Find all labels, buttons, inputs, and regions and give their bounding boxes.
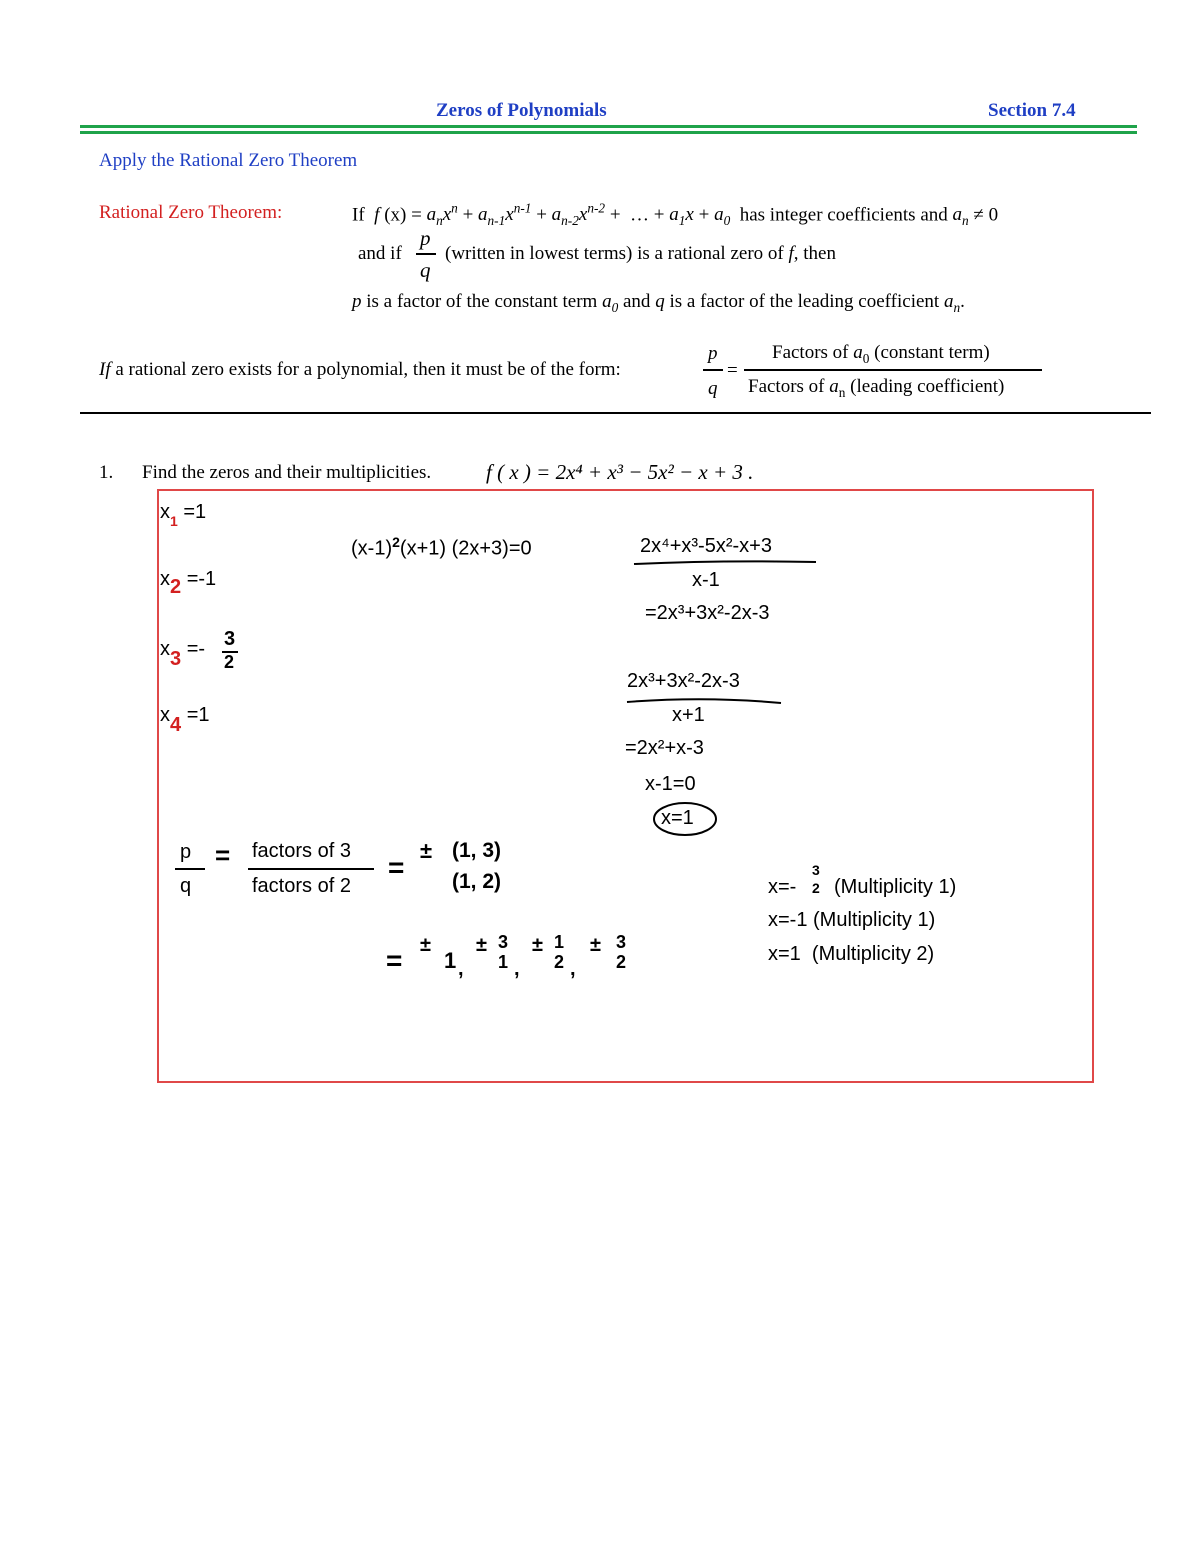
form-denominator: Factors of $a_n$ (leading coefficient) xyxy=(748,376,1005,400)
problem-number: 1. xyxy=(99,462,114,483)
division2-denominator: x+1 xyxy=(672,704,705,726)
comma-2: , xyxy=(514,958,520,980)
candidate-3-num: 1 xyxy=(554,932,565,952)
x3-denominator: 2 xyxy=(224,652,235,672)
zero-x1: $x_1 =1$ xyxy=(160,501,207,529)
result-1-multiplicity: (Multiplicity 1) xyxy=(834,876,957,898)
theorem-fraction-bar xyxy=(416,253,436,255)
and-if: and if xyxy=(358,243,402,264)
candidate-4-num: 3 xyxy=(616,932,627,952)
form-text: a rational zero exists for a polynomial, then it must be of the form: xyxy=(115,359,621,380)
work-box xyxy=(157,489,1094,1083)
plus-minus-sign: ± xyxy=(420,838,433,863)
zero-x4: x4 =1 xyxy=(160,704,210,736)
factors-of-3: factors of 3 xyxy=(252,840,351,862)
candidate-2-den: 1 xyxy=(498,952,509,972)
then-text: , then xyxy=(793,243,836,264)
division1-result: =2x³+3x²-2x-3 xyxy=(645,602,770,624)
factors-bar xyxy=(248,868,374,870)
form-p: p xyxy=(708,343,718,364)
pq-p: p xyxy=(180,841,192,863)
form-equals: = xyxy=(727,360,738,381)
if-word: If xyxy=(352,204,365,226)
solve-step: x-1=0 xyxy=(645,773,696,795)
form-statement xyxy=(99,359,621,381)
candidates-equals: = xyxy=(386,945,403,976)
problem-function: f ( x ) = 2x⁴ + x³ − 5x² − x + 3 . xyxy=(486,460,754,484)
problem-text: Find the zeros and their multiplicities. xyxy=(142,462,432,483)
division2-bar xyxy=(625,695,785,707)
poly-expression: f xyxy=(369,204,380,226)
candidate-3-den: 2 xyxy=(554,952,565,972)
set-denominator: (1, 2) xyxy=(452,870,502,893)
f-symbol: f xyxy=(788,243,794,264)
x3-numerator: 3 xyxy=(224,628,236,650)
den-tail: (leading coefficient) xyxy=(850,376,1005,397)
division1-bar xyxy=(632,558,818,568)
line3-b: is a factor of the leading coefficient xyxy=(669,291,940,312)
theorem-line-1: If f $(x) = a_nx^n + a_{n-1}x^{n-1} + a_{n-2}x^{n-2}$ + … + $a_1x + a_0$ has integer coefficients and $a_n \ne 0$ xyxy=(352,201,999,229)
candidate-1: 1 xyxy=(444,948,457,973)
line3-and: and xyxy=(623,291,651,312)
header-rule-top xyxy=(80,125,1137,128)
division2-numerator: 2x³+3x²-2x-3 xyxy=(627,670,740,692)
written-text: (written in lowest terms) is a rational zero of xyxy=(445,243,784,264)
line3-a: is a factor of the constant term xyxy=(366,291,598,312)
zero-x2: x2 =-1 xyxy=(160,568,217,598)
pm-3: ± xyxy=(532,934,543,956)
pm-4: ± xyxy=(590,934,601,956)
num-tail: (constant term) xyxy=(874,342,990,363)
form-q: q xyxy=(708,378,718,399)
division1-denominator: x-1 xyxy=(692,569,720,591)
result-1-den: 2 xyxy=(812,880,820,896)
subheading: Apply the Rational Zero Theorem xyxy=(99,150,358,171)
pq-q: q xyxy=(180,875,192,897)
theorem-label: Rational Zero Theorem: xyxy=(99,202,283,223)
theorem-line-3: p is a factor of the constant term $a_0$ and q is a factor of the leading coefficient $a_n$. xyxy=(352,291,965,315)
form-if: If xyxy=(99,359,111,380)
solution-boxed: x=1 xyxy=(661,807,694,829)
theorem-line-2 xyxy=(445,243,836,265)
comma-3: , xyxy=(570,958,576,980)
result-3: x=1 (Multiplicity 2) xyxy=(768,943,935,965)
division1-numerator: 2x⁴+x³-5x²-x+3 xyxy=(640,535,772,557)
pq-equals: = xyxy=(215,840,231,870)
pq-bar xyxy=(175,868,205,870)
section-divider xyxy=(80,412,1151,414)
result-1-num: 3 xyxy=(812,862,820,878)
pm-1: ± xyxy=(420,934,431,956)
form-numerator: Factors of $a_0$ (constant term) xyxy=(772,342,990,366)
coeff-text: has integer coefficients and xyxy=(739,204,948,226)
form-pq-bar xyxy=(703,369,723,371)
num-label: Factors of xyxy=(772,342,849,363)
comma-1: , xyxy=(458,958,464,980)
set-numerator: (1, 3) xyxy=(452,839,502,862)
zero-x3: x3 =- xyxy=(160,638,206,670)
den-label: Factors of xyxy=(748,376,825,397)
candidate-list xyxy=(420,934,670,990)
header-rule-bottom xyxy=(80,131,1137,134)
theorem-p: p xyxy=(420,226,431,250)
section-label: Section 7.4 xyxy=(988,100,1076,121)
division2-result: =2x²+x-3 xyxy=(625,737,704,759)
factors-of-2: factors of 2 xyxy=(252,875,351,897)
theorem-q: q xyxy=(420,258,431,282)
factored-form: $(x-1)^2(x+1)$ (2x+3)=0 xyxy=(351,534,532,560)
candidate-2-num: 3 xyxy=(498,932,509,952)
page-title: Zeros of Polynomials xyxy=(436,100,607,121)
candidate-4-den: 2 xyxy=(616,952,627,972)
pm-2: ± xyxy=(476,934,487,956)
factors-equals: = xyxy=(388,852,405,883)
form-fraction-bar xyxy=(744,369,1042,371)
result-1: x=- xyxy=(768,876,797,898)
result-2: x=-1 (Multiplicity 1) xyxy=(768,909,936,931)
